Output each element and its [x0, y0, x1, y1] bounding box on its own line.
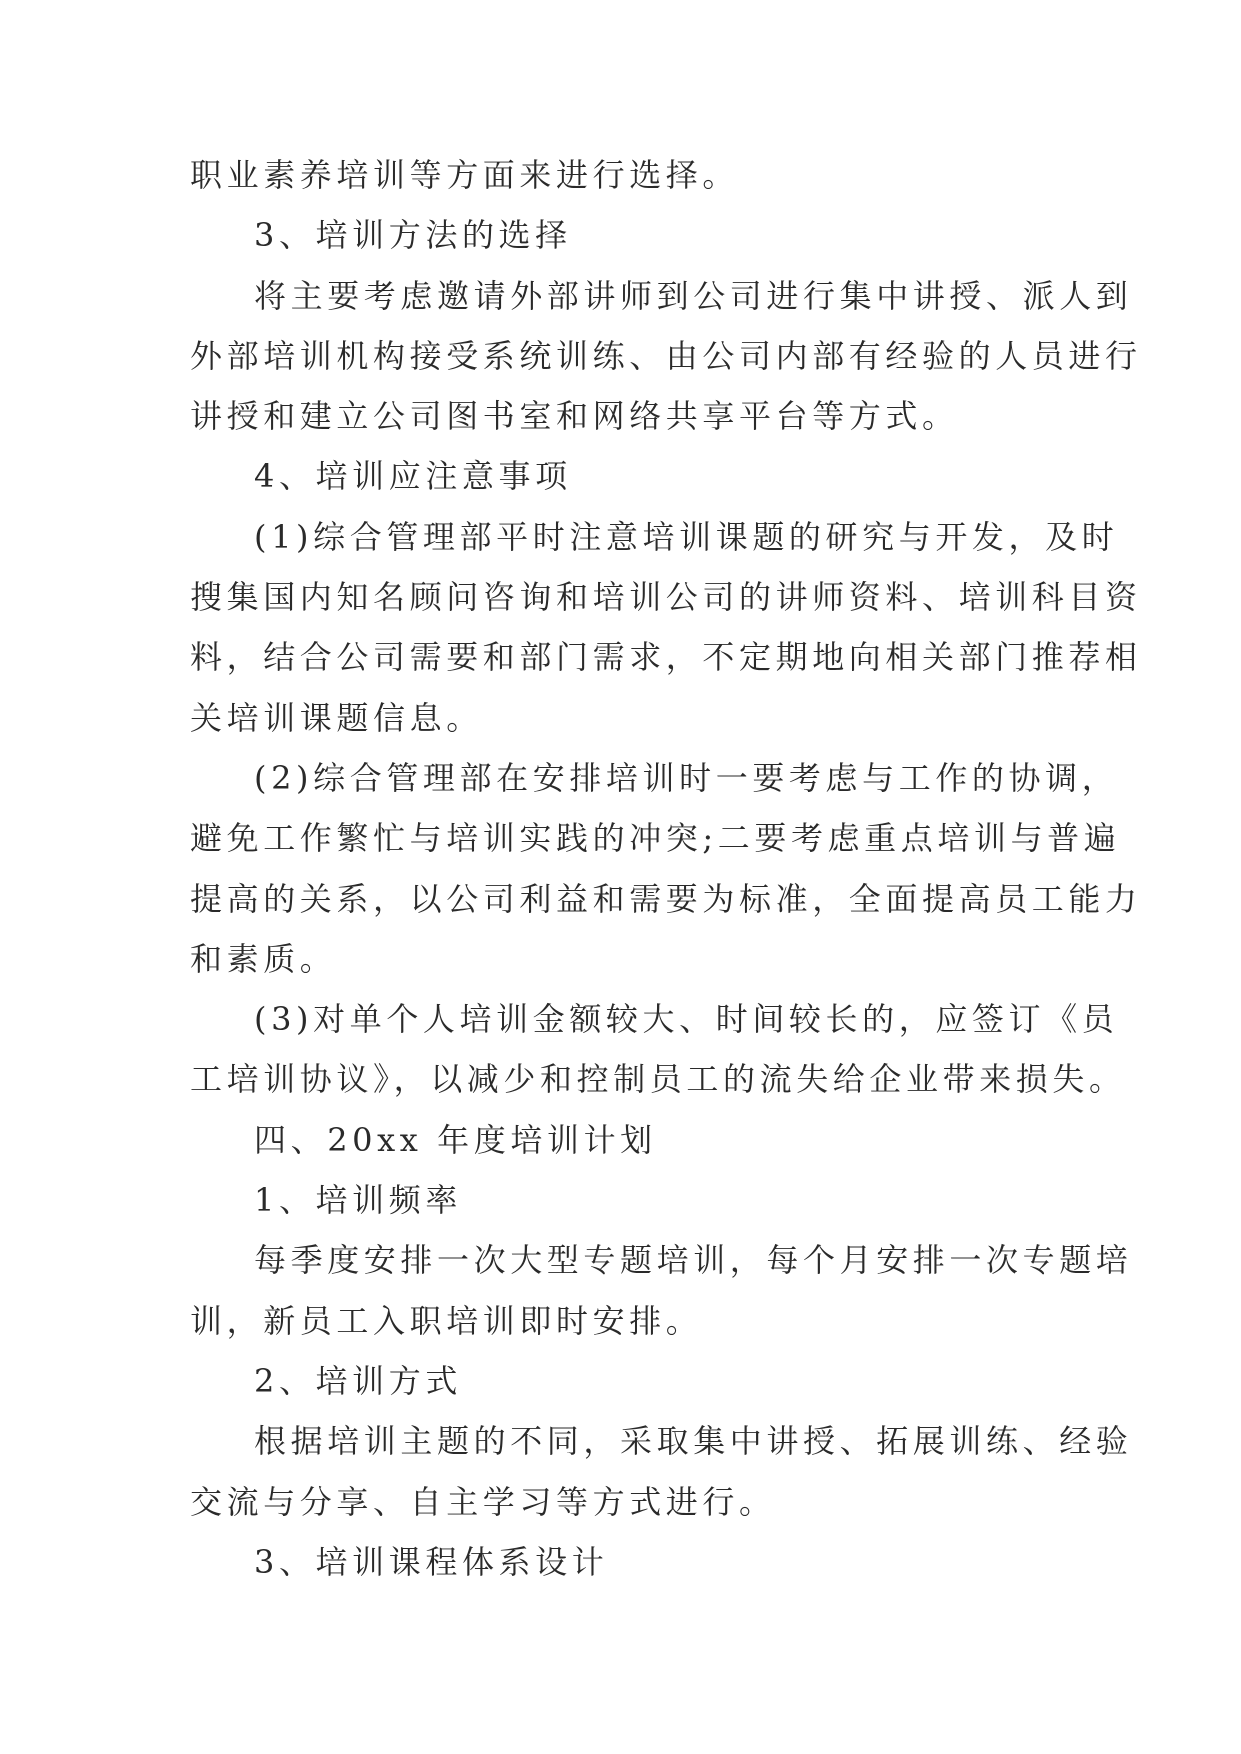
text-line: (1)综合管理部平时注意培训课题的研究与开发，及时: [254, 517, 1119, 556]
document-body: [190, 145, 1142, 1592]
text-line: 1、培训频率: [254, 1181, 462, 1220]
text-line: 3、培训课程体系设计: [254, 1542, 609, 1581]
text-line: 根据培训主题的不同，采取集中讲授、拓展训练、经验: [254, 1422, 1133, 1461]
text-line: 提高的关系，以公司利益和需要为标准，全面提高员工能力: [190, 879, 1142, 918]
text-line: 避免工作繁忙与培训实践的冲突;二要考虑重点培训与普遍: [190, 819, 1121, 858]
text-line: 4、培训应注意事项: [254, 457, 572, 496]
text-line: 外部培训机构接受系统训练、由公司内部有经验的人员进行: [190, 336, 1142, 375]
text-line: 关培训课题信息。: [190, 698, 483, 737]
text-line: (2)综合管理部在安排培训时一要考虑与工作的协调，: [254, 758, 1119, 797]
text-line: 将主要考虑邀请外部讲师到公司进行集中讲授、派人到: [254, 276, 1133, 315]
text-line: 交流与分享、自主学习等方式进行。: [190, 1482, 776, 1521]
text-line: 工培训协议》，以减少和控制员工的流失给企业带来损失。: [190, 1060, 1126, 1099]
text-line: 搜集国内知名顾问咨询和培训公司的讲师资料、培训科目资: [190, 578, 1142, 617]
text-line: 职业素养培训等方面来进行选择。: [190, 156, 740, 194]
text-line: 讲授和建立公司图书室和网络共享平台等方式。: [190, 397, 959, 436]
text-line: 料，结合公司需要和部门需求，不定期地向相关部门推荐相: [190, 638, 1142, 677]
text-line: 和素质。: [190, 939, 337, 978]
text-line: 每季度安排一次大型专题培训，每个月安排一次专题培: [254, 1241, 1133, 1280]
text-line: 2、培训方式: [254, 1361, 462, 1400]
text-line: 四、20xx 年度培训计划: [254, 1120, 657, 1159]
text-line: (3)对单个人培训金额较大、时间较长的，应签订《员: [254, 1000, 1119, 1039]
text-line: 3、培训方法的选择: [254, 216, 572, 255]
text-line: 训，新员工入职培训即时安排。: [190, 1301, 703, 1340]
